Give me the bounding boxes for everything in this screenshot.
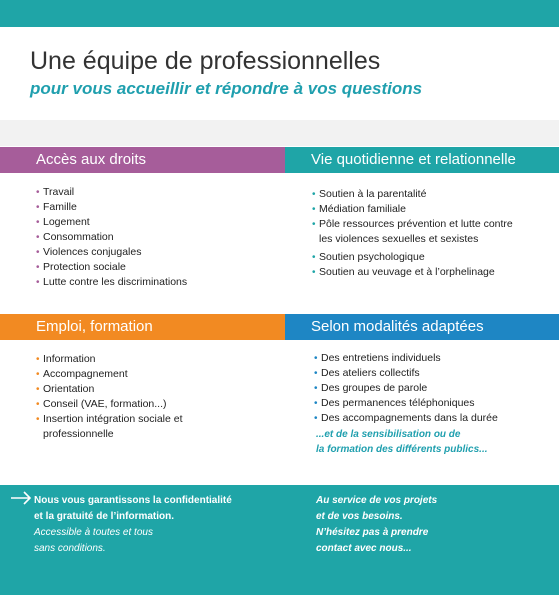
list-item: • Information bbox=[36, 353, 96, 365]
list-item: • Logement bbox=[36, 216, 90, 228]
section-header-modalites: Selon modalités adaptées bbox=[285, 314, 559, 340]
list-emploi bbox=[36, 352, 281, 442]
top-band bbox=[0, 0, 559, 27]
footer-confidentiality-line-2: et la gratuité de l’information. bbox=[34, 511, 175, 522]
list-vie bbox=[312, 187, 552, 280]
footer-access-line-2: sans conditions. bbox=[34, 543, 106, 554]
page-title: Une équipe de professionnelles bbox=[30, 47, 381, 75]
footer-access-line-1: Accessible à toutes et tous bbox=[34, 527, 153, 538]
list-acces bbox=[36, 185, 281, 290]
list-item: • Soutien psychologique bbox=[312, 251, 425, 263]
list-item: • Conseil (VAE, formation...) bbox=[36, 398, 167, 410]
sensibilisation-note-line-1: ...et de la sensibilisation ou de bbox=[316, 429, 461, 440]
list-item: • Insertion intégration sociale et bbox=[36, 413, 183, 425]
footer-confidentiality-line-1: Nous vous garantissons la confidentialité bbox=[34, 495, 232, 506]
list-item: • Pôle ressources prévention et lutte contre bbox=[312, 218, 513, 230]
list-item: • Soutien au veuvage et à l’orphelinage bbox=[312, 266, 495, 278]
list-item: • Lutte contre les discriminations bbox=[36, 276, 188, 288]
footer-service-line-1: Au service de vos projets bbox=[316, 495, 438, 506]
list-item: • Violences conjugales bbox=[36, 246, 142, 258]
footer-service-line-2: et de vos besoins. bbox=[316, 511, 403, 522]
list-item: • Travail bbox=[36, 186, 75, 198]
list-item: les violences sexuelles et sexistes bbox=[319, 233, 479, 245]
list-item: • Orientation bbox=[36, 383, 95, 395]
footer-contact-line-1: N’hésitez pas à prendre bbox=[316, 527, 429, 538]
list-item: • Famille bbox=[36, 201, 77, 213]
list-item: • Accompagnement bbox=[36, 368, 128, 380]
list-modalites bbox=[314, 351, 554, 426]
section-header-vie: Vie quotidienne et relationnelle bbox=[285, 147, 559, 173]
list-item: professionnelle bbox=[43, 428, 114, 440]
list-item: • Des accompagnements dans la durée bbox=[314, 412, 498, 424]
list-item: • Des groupes de parole bbox=[314, 382, 428, 394]
list-item: • Des entretiens individuels bbox=[314, 352, 441, 364]
section-header-emploi: Emploi, formation bbox=[0, 314, 285, 340]
footer-contact-line-2: contact avec nous... bbox=[316, 543, 412, 554]
page-subtitle: pour vous accueillir et répondre à vos questions bbox=[30, 79, 423, 98]
list-item: • Soutien à la parentalité bbox=[312, 188, 427, 200]
separator-band bbox=[0, 120, 559, 146]
list-item: • Des permanences téléphoniques bbox=[314, 397, 475, 409]
list-item: • Des ateliers collectifs bbox=[314, 367, 420, 379]
section-header-acces: Accès aux droits bbox=[0, 147, 285, 173]
sensibilisation-note-line-2: la formation des différents publics... bbox=[316, 444, 488, 455]
list-item: • Protection sociale bbox=[36, 261, 126, 273]
list-item: • Médiation familiale bbox=[312, 203, 406, 215]
list-item: • Consommation bbox=[36, 231, 114, 243]
arrow-right-icon bbox=[10, 491, 32, 505]
